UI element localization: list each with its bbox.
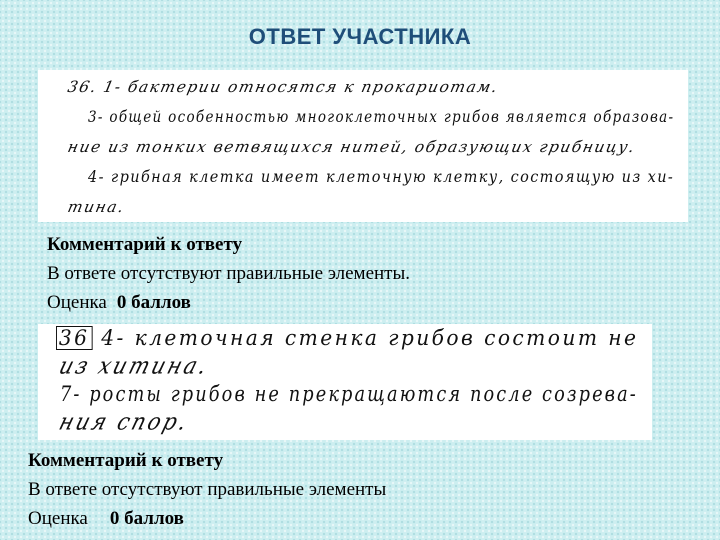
handwritten-line: тина.: [66, 198, 127, 216]
handwritten-line: ние из тонких ветвящихся нитей, образующих грибницу.: [66, 138, 638, 156]
answer-comment-2: [28, 446, 386, 533]
handwritten-line: 3- общей особенностью многоклеточных грибов является образова-: [88, 108, 675, 126]
handwritten-line: 7- росты грибов не прекращаются после созрева-: [60, 382, 638, 406]
score-label: Оценка: [28, 508, 88, 529]
handwritten-answer-scan-2: [38, 324, 652, 440]
score-label: Оценка: [47, 292, 107, 313]
score-line: [28, 504, 386, 533]
comment-text: В ответе отсутствуют правильные элементы: [28, 479, 387, 500]
handwritten-line: 36. 1- бактерии относятся к прокариотам.: [66, 78, 501, 96]
page-title: ОТВЕТ УЧАСТНИКА: [248, 24, 472, 49]
handwritten-line: ния спор.: [56, 408, 193, 436]
question-number-box: 36: [56, 326, 92, 350]
comment-heading: Комментарий к ответу: [47, 234, 243, 255]
score-value: 0 баллов: [109, 508, 184, 529]
score-value: 0 баллов: [116, 292, 191, 313]
score-line: [47, 288, 410, 317]
handwritten-line: из хитина.: [56, 352, 213, 380]
handwritten-text: 4- клеточная стенка грибов состоит не: [101, 326, 639, 350]
handwritten-line: 4- грибная клетка имеет клеточную клетку, состоящую из хи-: [88, 168, 675, 186]
answer-comment-1: [47, 230, 410, 317]
handwritten-line: [56, 326, 638, 350]
comment-text: В ответе отсутствуют правильные элементы.: [47, 263, 410, 284]
handwritten-answer-scan-1: [38, 70, 688, 222]
comment-heading: Комментарий к ответу: [28, 450, 224, 471]
